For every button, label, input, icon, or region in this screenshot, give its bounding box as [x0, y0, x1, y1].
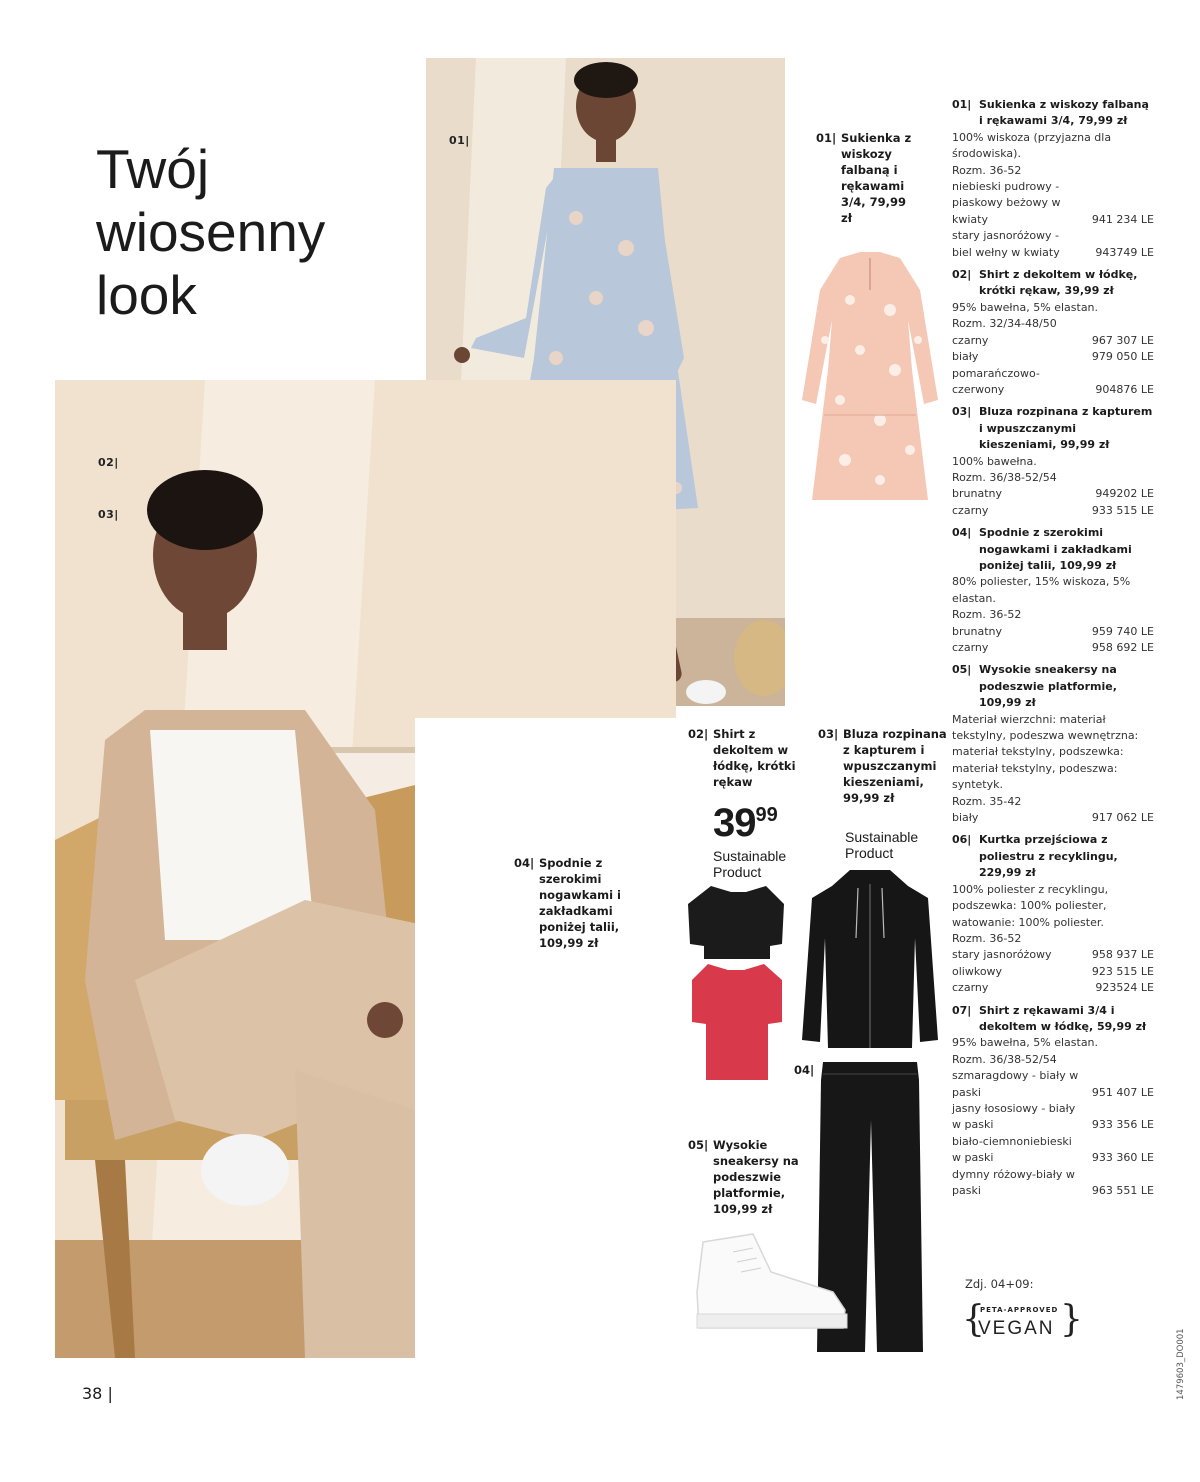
variant-row [952, 486, 1154, 502]
product-number: 02| [952, 268, 972, 282]
photo-label-01: 01| [449, 134, 470, 147]
variant-color: czarny [952, 333, 989, 347]
caption-number: 03| [818, 727, 839, 741]
shirt-product-image [686, 884, 786, 1084]
product-title [952, 662, 1154, 711]
variant-color: czarny [952, 641, 989, 654]
product-cutout-panel [415, 718, 676, 1358]
caption-number: 04| [794, 1063, 815, 1077]
product-detail: Rozm. 36-52 [952, 163, 1022, 177]
variant-code: 933 356 LE [1091, 1118, 1154, 1132]
caption-text: Shirt z dekoltem w łódkę, krótki rękaw [713, 727, 796, 789]
caption-text: Bluza rozpinana z kapturem i wpuszczanymi kieszeniami, 99,99 zł [843, 727, 947, 805]
product-detail: 100% bawełna. [952, 454, 1037, 468]
variant-code: 941 234 LE [1091, 212, 1154, 226]
variant-row [952, 503, 1154, 519]
product-number: 04| [952, 526, 972, 540]
variant-code: 917 062 LE [1091, 811, 1154, 825]
variant-code: 904876 LE [1095, 382, 1154, 396]
variant-row [952, 1101, 1154, 1134]
variant-row [952, 1068, 1154, 1101]
variant-color: stary jasnoróżowy [952, 948, 1052, 962]
variant-row [952, 640, 1154, 656]
sustainable-label-03: Sustainable Product [845, 829, 919, 861]
catalog-code: 1479603_DO001 [1176, 1328, 1186, 1400]
photo-label-03: 03| [98, 508, 119, 521]
price-tag-02 [713, 793, 778, 845]
variant-row [952, 333, 1154, 349]
headline-line-2: wiosenny [96, 201, 326, 263]
product-number: 06| [952, 833, 972, 847]
variant-color: biało-ciemnoniebieski w paski [952, 1134, 1072, 1165]
product-title [952, 1003, 1154, 1036]
product-title [952, 525, 1154, 574]
product-entry [952, 832, 1154, 996]
page-headline [96, 138, 396, 327]
variant-row [952, 1167, 1154, 1200]
variant-code: 958 692 LE [1091, 641, 1154, 654]
caption-02 [688, 726, 798, 790]
variant-row [952, 1134, 1154, 1167]
product-detail: Rozm. 36-52 [952, 931, 1022, 945]
dress-product-image [800, 250, 940, 510]
variant-code: 949202 LE [1095, 487, 1154, 501]
caption-04-photo [514, 855, 626, 951]
product-detail: 80% poliester, 15% wiskoza, 5% elastan. [952, 575, 1131, 605]
product-entry [952, 1003, 1154, 1200]
product-entry [952, 267, 1154, 398]
variant-color: oliwkowy [952, 964, 1003, 978]
variant-color: czarny [952, 981, 989, 995]
variant-color: pomarańczowo-czerwony [952, 366, 1040, 396]
product-title [952, 832, 1154, 881]
product-title-text: Shirt z rękawami 3/4 i dekoltem w łódkę, 59,99 zł [979, 1003, 1147, 1033]
product-title-text: Kurtka przejściowa z poliestru z recyklingu, 229,99 zł [979, 833, 1118, 880]
product-title-text: Bluza rozpinana z kapturem i wpuszczanymi kieszeniami, 99,99 zł [979, 405, 1153, 452]
variant-color: biały [952, 350, 979, 364]
variant-code: 967 307 LE [1091, 333, 1154, 347]
page-number: 38 | [82, 1384, 113, 1403]
product-number: 01| [952, 98, 972, 111]
product-title-text: Sukienka z wiskozy falbaną i rękawami 3/4, 79,99 zł [979, 98, 1149, 128]
product-entry [952, 404, 1154, 519]
variant-row [952, 349, 1154, 365]
caption-number: 04| [514, 856, 535, 870]
variant-code: 963 551 LE [1091, 1184, 1154, 1197]
variant-row [952, 980, 1154, 996]
caption-text: Spodnie z szerokimi nogawkami i zakładkami poniżej talii, 109,99 zł [539, 856, 621, 950]
caption-number: 02| [688, 727, 709, 741]
product-entry [952, 662, 1154, 826]
variant-code: 951 407 LE [1091, 1085, 1154, 1099]
product-title [952, 267, 1154, 300]
sustainable-label-02: Sustainable Product [713, 848, 787, 880]
variant-code: 923 515 LE [1091, 964, 1154, 978]
product-entry [952, 97, 1154, 261]
caption-03 [818, 726, 948, 806]
variant-color: niebieski pudrowy - piaskowy beżowy w kwiaty [952, 180, 1061, 226]
variant-code: 923524 LE [1095, 981, 1154, 995]
variant-code: 959 740 LE [1091, 624, 1154, 638]
product-number: 03| [952, 405, 972, 419]
caption-05 [688, 1137, 800, 1217]
variant-color: brunatny [952, 624, 1002, 638]
product-detail: 100% poliester z recyklingu, podszewka: 100% poliester, watowanie: 100% poliester. [952, 882, 1109, 929]
sneaker-product-image [693, 1232, 853, 1332]
headline-line-1: Twój [96, 138, 210, 200]
product-detail: Rozm. 36/38-52/54 [952, 470, 1057, 484]
price-main: 39 [713, 801, 756, 845]
variant-color: czarny [952, 503, 989, 517]
product-title [952, 404, 1154, 453]
caption-01 [816, 130, 912, 226]
product-title-text: Wysokie sneakersy na podeszwie platformie, 109,99 zł [979, 663, 1117, 710]
product-detail: 95% bawełna, 5% elastan. [952, 1036, 1099, 1050]
product-number: 05| [952, 663, 972, 677]
product-title-text: Spodnie z szerokimi nogawkami i zakładkami poniżej talii, 109,99 zł [979, 526, 1132, 572]
vegan-badge-word: VEGAN [978, 1318, 1055, 1339]
variant-code: 933 515 LE [1091, 503, 1154, 517]
variant-row [952, 624, 1154, 640]
variant-color: jasny łososiowy - biały w paski [952, 1101, 1076, 1132]
product-list [952, 97, 1154, 1205]
product-detail: 100% wiskoza (przyjazna dla środowiska). [952, 130, 1112, 161]
price-cents: 99 [755, 804, 778, 826]
variant-row [952, 964, 1154, 980]
product-entry [952, 525, 1154, 656]
variant-row [952, 228, 1154, 261]
variant-row [952, 810, 1154, 826]
caption-text: Sukienka z wiskozy falbaną i rękawami 3/4, 79,99 zł [841, 131, 912, 225]
variant-color: dymny różowy-biały w paski [952, 1167, 1075, 1197]
product-detail: Rozm. 36/38-52/54 [952, 1052, 1057, 1066]
product-number: 07| [952, 1003, 972, 1017]
hoodie-product-image [800, 868, 940, 1053]
variant-color: biały [952, 811, 979, 825]
product-detail: Rozm. 36-52 [952, 608, 1022, 622]
variant-color: brunatny [952, 487, 1002, 501]
brace-left-icon: { [962, 1299, 985, 1340]
product-title-text: Shirt z dekoltem w łódkę, krótki rękaw, 39,99 zł [979, 268, 1138, 298]
photo-note: Zdj. 04+09: [965, 1277, 1034, 1291]
caption-text: Wysokie sneakersy na podeszwie platformie, 109,99 zł [713, 1138, 799, 1216]
brace-right-icon: } [1060, 1299, 1083, 1340]
variant-row [952, 366, 1154, 399]
product-detail: 95% bawełna, 5% elastan. [952, 300, 1099, 314]
variant-code: 933 360 LE [1091, 1151, 1154, 1165]
caption-number: 01| [816, 131, 837, 145]
headline-line-3: look [96, 264, 197, 326]
caption-number: 05| [688, 1138, 709, 1152]
product-detail: Materiał wierzchni: materiał tekstylny, podeszwa wewnętrzna: materiał tekstylny, podszewka: materiał tekstylny, podeszwa: syntetyk. [952, 712, 1139, 792]
variant-color: szmaragdowy - biały w paski [952, 1069, 1079, 1099]
variant-row [952, 947, 1154, 963]
variant-code: 958 937 LE [1091, 948, 1154, 962]
variant-row [952, 179, 1154, 228]
product-title [952, 97, 1154, 130]
vegan-badge-top: PETA-APPROVED [980, 1306, 1059, 1314]
variant-code: 943749 LE [1095, 245, 1154, 259]
product-detail: Rozm. 35-42 [952, 794, 1022, 808]
variant-color: stary jasnoróżowy - biel wełny w kwiaty [952, 229, 1060, 259]
product-detail: Rozm. 32/34-48/50 [952, 317, 1057, 331]
photo-label-02: 02| [98, 456, 119, 469]
variant-code: 979 050 LE [1091, 350, 1154, 364]
vegan-badge [962, 1299, 1083, 1344]
